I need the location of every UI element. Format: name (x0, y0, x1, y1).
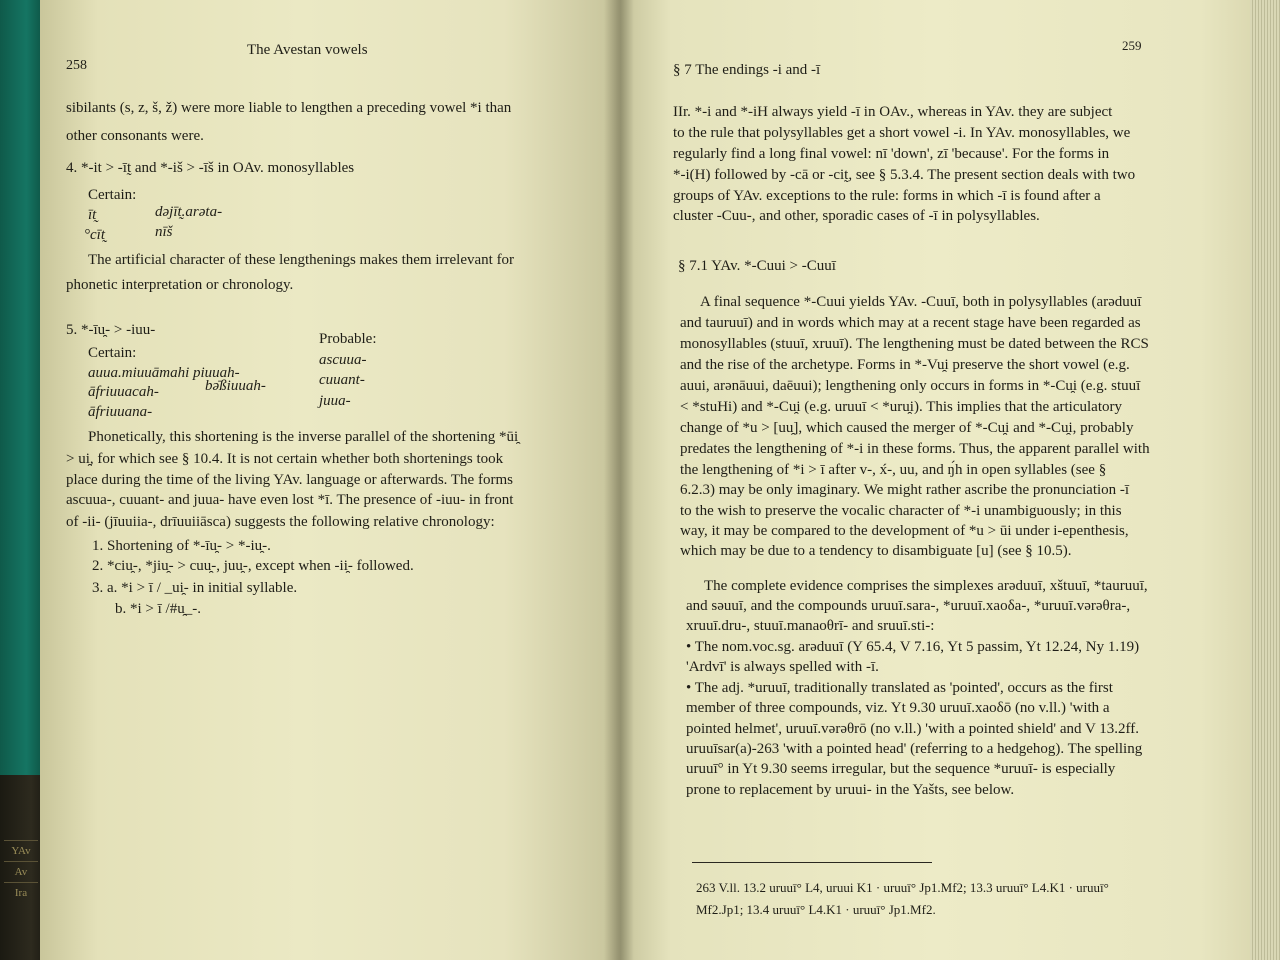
text-line: sibilants (s, z, š, ž) were more liable to lengthen a preceding vowel *i than (66, 100, 512, 116)
text-line: predates the lengthening of *-i in these forms. Thus, the apparent parallel with (680, 441, 1150, 457)
text-line: Probable: (319, 331, 377, 347)
word-form: cuuant- (319, 372, 365, 388)
text-line: groups of YAv. exceptions to the rule: forms in which -ī is found after a (673, 188, 1101, 204)
text-line: to the rule that polysyllables get a short vowel -i. In YAv. monosyllables, we (673, 125, 1131, 141)
text-line: and sǝuuī, and the compounds uruuī.sara-, *uruuī.xaoδa-, *uruuī.vǝrǝθra-, (686, 598, 1131, 614)
right-page (620, 0, 1250, 960)
text-line: A final sequence *-Cuui yields YAv. -Cuuī, both in polysyllables (arǝduuī (700, 294, 1142, 310)
footnote-line: Mf2.Jp1; 13.4 uruuī° L4.K1 · uruuī° Jp1.Mf2. (696, 902, 936, 917)
word-form: °cīt̰ (84, 227, 105, 243)
list-heading: 4. *-it > -īt̰ and *-iš > -īš in OAv. monosyllables (66, 160, 355, 176)
text-line: regularly find a long final vowel: nī 'down', zī 'because'. For the forms in (673, 146, 1110, 162)
text-line: pointed helmet', uruuī.vǝrǝθrō (no v.ll.) 'with a pointed shield' and V 13.2ff. (686, 721, 1139, 737)
text-line: member of three compounds, viz. Yt 9.30 uruuī.xaoδō (no v.ll.) 'with a (686, 700, 1110, 716)
footnote-line: 263 V.ll. 13.2 uruuī° L4, uruui K1 · uruuī° Jp1.Mf2; 13.3 uruuī° L4.K1 · uruuī° (696, 880, 1109, 895)
text-line: change of *u > [uu̯], which caused the merger of *-Cu̯i and *-Cu̯i, probably (680, 420, 1134, 436)
bullet-item: • The adj. *uruuī, traditionally translated as 'pointed', occurs as the first (686, 680, 1113, 696)
text-line: and the rise of the archetype. Forms in *-Vu̯i preserve the short vowel (e.g. (680, 357, 1130, 373)
text-line: auui, arǝnāuui, daēuui); lengthening only occurs in forms in *-Cu̯i (e.g. stuuī (680, 378, 1141, 394)
list-item: 2. *ciu̯-, *jiu̯- > cuu̯-, juu̯-, except when -ii̯- followed. (92, 558, 414, 574)
text-line: monosyllables (stuuī, xruuī). The lengthening must be dated between the RCS (680, 336, 1149, 352)
section-heading: § 7.1 YAv. *-Cuui > -Cuuī (678, 258, 836, 274)
book-gutter (604, 0, 634, 960)
word-form: dǝjīt̰.arǝta- (155, 204, 223, 220)
word-form: auua.miuuāmahi piuuah- (88, 365, 240, 381)
text-line: place during the time of the living YAv. language or afterwards. The forms (66, 472, 513, 488)
list-item: 1. Shortening of *-īu̯- > *-iu̯-. (92, 538, 271, 554)
word-form: īt̰ (88, 207, 97, 223)
text-line: to the wish to preserve the vocalic character of *-i unambiguously; in this (680, 503, 1122, 519)
word-form: ascuua- (319, 352, 367, 368)
text-line: of -ii- (jīuuiia-, drīuuiiāsca) suggests the following relative chronology: (66, 514, 495, 530)
text-line: uruuīsar(a)-263 'with a pointed head' (referring to a hedgehog). The spelling (686, 741, 1143, 757)
text-line: way, it may be compared to the development of *u > ūi under i-epenthesis, (680, 523, 1129, 539)
section-heading: § 7 The endings -i and -ī (673, 62, 821, 78)
word-form: āfriuuacah- (88, 384, 159, 400)
word-form: bǝ̄ßiuuah- (205, 378, 266, 394)
text-line: > ui̯, for which see § 10.4. It is not certain whether both shortenings took (66, 451, 504, 467)
spine-label-line: Ira (4, 882, 38, 903)
page-number: 258 (66, 58, 87, 73)
text-line: The artificial character of these lengthenings makes them irrelevant for (88, 252, 515, 268)
spine-label-line: YAv (4, 840, 38, 861)
left-page (40, 0, 620, 960)
text-line: phonetic interpretation or chronology. (66, 277, 294, 293)
text-line: xruuī.dru-, stuuī.manaoθrī- and sruuī.sti-: (686, 618, 935, 634)
text-line: *-i(H) followed by -cā or -cit̰, see § 5.3.4. The present section deals with two (673, 167, 1136, 183)
page-number: 259 (1122, 38, 1142, 53)
text-line: Certain: (88, 187, 137, 203)
list-item: b. *i > ī /#u̯_-. (115, 601, 201, 617)
text-line: IIr. *-i and *-iH always yield -ī in OAv., whereas in YAv. they are subject (673, 104, 1113, 120)
text-line: uruuī° in Yt 9.30 seems irregular, but the sequence *uruuī- is especially (686, 761, 1116, 777)
footnote-rule (692, 862, 932, 863)
text-line: which may be due to a tendency to disambiguate [u] (see § 10.5). (680, 543, 1072, 559)
word-form: nīš (155, 224, 173, 240)
word-form: juua- (319, 393, 351, 409)
list-heading: 5. *-īu̯- > -iuu- (66, 322, 156, 338)
spine-label-line: Av (4, 861, 38, 882)
word-form: āfriuuana- (88, 404, 153, 420)
text-line: the lengthening of *i > ī after v-, x́-, uu, and ŋ́h in open syllables (see § (680, 462, 1107, 478)
text-line: and tauruuī) and in words which may at a recent stage have been regarded as (680, 315, 1141, 331)
text-line: Certain: (88, 345, 137, 361)
spine-label (4, 840, 38, 903)
text-line: 'Ardvī' is always spelled with -ī. (686, 659, 879, 675)
text-line: cluster -Cuu-, and other, sporadic cases of -ī in polysyllables. (673, 208, 1040, 224)
text-line: ascuua-, cuuant- and juua- have even lost *ī. The presence of -iuu- in front (66, 492, 514, 508)
list-item: 3. a. *i > ī / _ui̯- in initial syllable. (92, 580, 298, 596)
page-edges (1250, 0, 1280, 960)
text-line: Phonetically, this shortening is the inverse parallel of the shortening *ūi̯ (88, 429, 519, 445)
bullet-item: • The nom.voc.sg. arǝduuī (Y 65.4, V 7.16, Yt 5 passim, Yt 12.24, Ny 1.19) (686, 639, 1140, 655)
text-line: 6.2.3) may be only imaginary. We might rather ascribe the pronunciation -ī (680, 482, 1130, 498)
running-head: The Avestan vowels (247, 42, 368, 58)
text-line: prone to replacement by uruui- in the Yašts, see below. (686, 782, 1015, 798)
text-line: < *stuHi) and *-Cu̯i (e.g. uruuī < *uru̯i). This implies that the articulatory (680, 399, 1122, 415)
text-line: other consonants were. (66, 128, 204, 144)
text-line: The complete evidence comprises the simplexes arǝduuī, xštuuī, *tauruuī, (704, 578, 1148, 594)
